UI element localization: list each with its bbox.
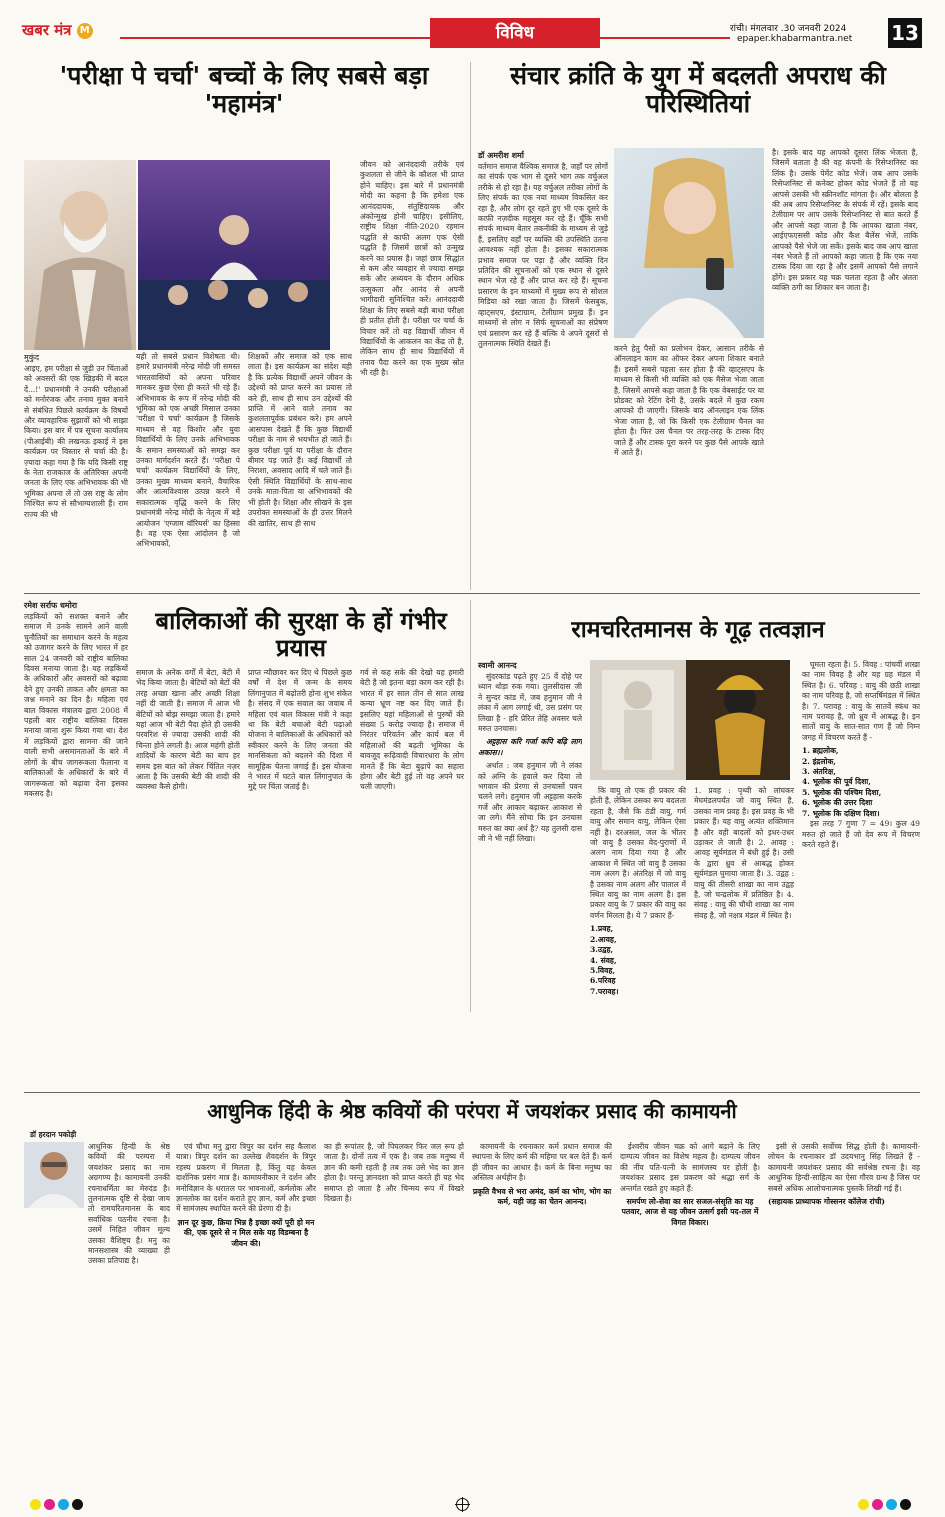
masthead-rule-right xyxy=(600,37,730,39)
article3-col4: गर्व से कह सके की देखो यह हमारी बेटी है जो इतना बड़ा काम कर रही है। भारत में हर साल तीन से सात लाख कन्या भ्रूण नष्ट कर दिए जाते हैं। इसलिए यहां महिलाओं से पुरुषों की संख्या 5 करोड़ ज्यादा है। समाज में निरंतर परिवर्तन और कार्य बल में महिलाओं की बढ़ती भूमिका के बावजूद रूढ़िवादी विचारधारा के लोग मानते हैं कि बेटा बुढ़ापे का सहारा होगा और बेटी हुई तो वह अपने घर चली जाएगी। xyxy=(360,668,464,792)
woman-with-phone-image xyxy=(614,148,764,338)
registration-dot-black xyxy=(900,1499,911,1510)
section-divider xyxy=(24,593,920,594)
article5-col6 xyxy=(768,1142,920,1482)
brand-emblem-icon: M xyxy=(77,23,93,39)
wind-types-list xyxy=(590,924,686,997)
registration-dot-magenta xyxy=(872,1499,883,1510)
article5-quote: ज्ञान दूर कुछ, क्रिया भिन्न है इच्छा क्यों पूरी हो मन की, एक दूसरे से न मिल सके यह विडम्बना है जीवन की। xyxy=(177,1217,315,1248)
article1-col1: आइए, हम परीक्षा से जुड़ी उन चिंताओं को अवसरों की एक खिड़की में बदल दें...!' प्रधानमंत्री ने उनकी परीक्षाओं को मनोरंजक और तनाव मुक्त बनाने से संबंधित पिछले कार्यक्रम के विषयों और व्यावहारिक सुझावों को भी साझा किया। इस बार में पत्र सूचना कार्यालय (पीआईबी) की लखनऊ इकाई ने इस कार्यक्रम पर विस्तार से चर्चा की है। ज़्यादा कहा गया है कि यदि किसी राष्ट्र के नेता राजकाज के अतिरिक्त अपनी जनता के लिए एक अभिभावक की भी भूमिका अपना लें तो उस राष्ट्र के लोग निश्चित रूप से सौभाग्यशाली हैं। राम राज्य की भी xyxy=(24,364,128,519)
article5-col5-text: ईश्वरीय जीवन चक्र को आगे बढ़ाने के लिए दाम्पत्य जीवन का विशेष महत्व है। दाम्पत्य जीवन की नींव पति-पत्नी के सामंजस्य पर होती है। जयशंकर प्रसाद इस प्रकरण को श्रद्धा सर्ग के अन्तर्गत रखते हुए कहते हैं: xyxy=(620,1142,760,1193)
column-rule xyxy=(470,62,471,590)
list-item: 6.परिवह xyxy=(590,976,616,986)
article4-headline: रामचरितमानस के गूढ़ तत्वज्ञान xyxy=(571,617,825,643)
website: epaper.khabarmantra.net xyxy=(737,34,853,44)
article3-col1: लड़कियों को सशक्त बनाने और समाज में उनके सामने आने वाली चुनौतियों का समाधान करने के महत्व को उजागर करने के लिए भारत में हर साल 24 जनवरी को राष्ट्रीय बालिका दिवस मनाया जाता है। यह लड़कियों के अधिकारों और अवसरों को बढ़ावा देने हुए उनकी ताकत और क्षमता का जश्न मनाने का दिन है। महिला एवं बाल विकास मंत्रालय द्वारा 2008 में पहली बार राष्ट्रीय बालिका दिवस मनाया जाना शुरू किया गया था। देश में लड़कियों द्वारा सामना की जाने वाली सभी असमानताओं के बारे में लोगों के बीच जागरूकता फैलाना व बालिकाओं के अधिकारों के बारे में जागरूकता को बढ़ावा देना इसका मकसद है। xyxy=(24,612,128,798)
modi-portrait-image xyxy=(24,160,136,350)
wind-destinations-list xyxy=(802,746,920,819)
section-tab xyxy=(430,18,600,48)
article5-quote-karma: प्रकृति वैभव से भरा अमंद, कर्म का भोग, भोग का कर्म, यही जड़ का चेतन आनन्द। xyxy=(472,1186,612,1207)
article1-col2: यही तो सबसे प्रधान विशेषता थी। हमारे प्रधानमंत्री नरेन्द्र मोदी जी समस्त भारतवासियों को अपना परिवार मानकर कुछ ऐसा ही करते भी रहे हैं। अभिभावक के रूप में नरेन्द्र मोदी की भूमिका को एक अच्छी मिसाल उनका 'परीक्षा पे चर्चा' कार्यक्रम है जिसके माध्यम से वह किशोर और युवा विद्यार्थियों के लिए उनके अभिभावक के समान समस्याओं को समझ कर उनका मार्गदर्शन करते हैं। 'परीक्षा पे चर्चा' कार्यक्रम विद्यार्थियों के लिए, उनका मुख्य माध्यम बनाने, वैचारिक और आत्मविश्वास उत्पन्न करने में सकारात्मक वृद्धि करने के लिए प्रधानमंत्री नरेन्द्र मोदी के नेतृत्व में बड़े आयोजन 'एग्जाम वॉरियर्स' का हिस्सा है। वह एक ऐसा आंदोलन है जो अभिभावकों, xyxy=(136,352,240,549)
article1-col3: शिक्षकों और समाज को एक साथ लाता है। इस कार्यक्रम का संदेश यही है कि प्रत्येक विद्यार्थी अपने जीवन के उद्देश्यों को प्राप्त करने का प्रयास तो करे ही, साथ ही साथ उन उद्देश्यों की प्राप्ति में आने वाले तनाव का कुशलतापूर्वक प्रबंधन करे। हम अपने आसपास देखते हैं कि कुछ विद्यार्थी परीक्षा के नाम से भयभीत हो जाते हैं। कुछ परीक्षा पूर्व या परीक्षा के दौरान बीमार पड़ जाते हैं। कई विद्यार्थी तो निराशा, अवसाद आदि में चले जाते हैं। ऐसी स्थिति विद्यार्थियों के साथ-साथ उनके माता-पिता या अभिभावकों की भी होती है। शिक्षा और सीखने के इस उपरोक्त समस्याओं के ही उत्तर मिलने की खातिर, साथ ही साथ xyxy=(248,352,352,528)
article5-col1: आधुनिक हिन्दी के श्रेष्ठ कवियों की परम्परा में जयशंकर प्रसाद का नाम अग्रगण्य है। कामायनी उनकी रचनाधर्मिता का मेरुदंड है। तुलनात्मक दृष्टि से देखा जाय तो रामचरितमानस के बाद सर्वाधिक पठनीय रचना है। उसमें निहित जीवन मूल्य उसका वैशिष्ट्य है। मनु का मानसशास्त्र की व्याख्या ही उसका प्रतिपाद्य है। xyxy=(88,1142,170,1266)
registration-dot-magenta xyxy=(44,1499,55,1510)
registration-crosshair-icon xyxy=(455,1497,470,1512)
article4-col4 xyxy=(802,660,920,1012)
registration-dot-yellow xyxy=(858,1499,869,1510)
author-portrait-image xyxy=(24,1142,84,1208)
article5-col4 xyxy=(472,1142,612,1482)
article1-author: मुकुंद xyxy=(24,353,40,362)
article2-col1: वर्तमान समाज वैश्विक समाज है, जहाँ पर लोगों का संपर्क एक भाग से दूसरे भाग तक वर्चुअल तरीके से हो रहा है। यह वर्चुअल तरीका लोगों के लिए संपर्क का एक नया माध्यम विकसित कर रहा है, और लोग दूर रहते हुए भी एक दूसरे के काफ़ी नज़दीक महसूस कर रहे हैं। चूँकि सभी संपर्क माध्यम बेतार तकनीकी के माध्यम से जुड़े हैं, इसलिए वहाँ पर व्यक्ति की उपस्थिति उतना आवश्यक नहीं होता है। इसका सकारात्मक प्रभाव समाज पर पड़ा है और व्यक्ति दिन प्रतिदिन की सूचनाओं को एक स्थान से दूसरे स्थान भेज रहे हैं और प्राप्त कर रहे हैं। सूचना प्रसारण के इन माध्यमों में मुख्य रूप से सोशल मिडिया को रखा जाता है। जिसमें फेसबुक, व्हाट्सएप, इंस्टाग्राम, टेलीग्राम प्रमुख हैं। इन माध्यमों से लोग न सिर्फ सूचनाओं का संप्रेषण एवं प्रसारण कर रहे हैं बल्कि वे अपने दूसरों से तुलनात्मक स्थिति देखते हैं। xyxy=(478,162,608,348)
list-item: 7.परावह। xyxy=(590,986,619,996)
students-audience-image xyxy=(138,160,330,350)
list-item: 7. भूलोक कि दक्षिण दिशा। xyxy=(802,808,880,818)
article3-col3: प्राप्त न्यौछावर कर दिए थे पिछले कुछ वर्षों में देश में जन्म के समय लिंगानुपात में बढ़ोतरी होना शुभ संकेत है। संसद में एक सवाल का जवाब में महिला एवं बाल विकास मंत्री ने कहा था कि बेटी बचाओ बेटी पढ़ाओ योजना ने बालिकाओं के अधिकारों को स्वीकार करने के लिए जनता की मानसिकता को बदलने की दिशा में सामूहिक चेतना जगाई है। इस योजना ने भारत में घटते बाल लिंगानुपात के मुद्दे पर चिंता जताई है। xyxy=(248,668,352,792)
article5-col4-text: कामायनी के रचनाकार कर्म प्रधान समाज की स्थापना के लिए कर्म की महिमा पर बल देते हैं। कर्म ही जीवन का आधार है। कर्म के बिना मनुष्य का अस्तित्व अर्थहीन है। xyxy=(472,1142,612,1183)
registration-dot-black xyxy=(72,1499,83,1510)
list-item: 2. इंद्रलोक, xyxy=(802,756,836,766)
article2-headline: संचार क्रांति के युग में बदलती अपराध की परिस्थितियां xyxy=(510,61,886,118)
list-item: 4. संवह, xyxy=(590,955,617,965)
article3-col2: समाज के अनेक वर्गों में बेटा, बेटी में भेद किया जाता है। बेटियों को बेटों की तरह अच्छा खाना और अच्छी शिक्षा नहीं दी जाती है। समाज में आज भी बेटियों को बोझ समझा जाता है। हमारे यहां आज भी बेटी पैदा होते ही उसकी परवरिश से ज्यादा उसकी शादी की चिन्ता होने लगती है। आज महंगी होती शादियों के कारण बेटी का बाप हर समय इस बात को लेकर चिंतित नज़र आता है कि उसकी बेटी की शादी की व्यवस्था कैसे होगी। xyxy=(136,668,240,792)
list-item: 5. भूलोक की पश्चिम दिशा, xyxy=(802,787,882,797)
article4-quote: अट्टहास करि गर्जा कपि बढ़ि लाग अकास।। xyxy=(478,737,582,757)
registration-dot-cyan xyxy=(58,1499,69,1510)
article5-author: डॉ हरदान पकोड़ी xyxy=(30,1130,77,1139)
article4-col2 xyxy=(590,786,686,1012)
article4-photo xyxy=(590,660,790,780)
list-item: 4. भूलोक की पूर्व दिशा, xyxy=(802,777,871,787)
article5-author-photo xyxy=(24,1142,84,1208)
article5-quote-samarpan: समर्पण लो-सेवा का सार सजल-संसृति का यह पतवार, आज से यह जीवन उत्सर्ग इसी पद-तल में विगत विकार। xyxy=(621,1197,759,1227)
article4-explanation: अर्थात : जब हनुमान जी ने लंका को अग्नि के हवाले कर दिया तो भगवान की प्रेरणा से उनचासों पवन चलने लगे। हनुमान जी अट्टहास करके गर्जे और आकार बढ़ाकर आकाश से जा लगे। मैंने सोचा कि इन उनचास मरुत का क्या अर्थ है? यह तुलसी दास जी ने भी नहीं लिखा। xyxy=(478,761,582,844)
list-item: 2.आवह, xyxy=(590,934,617,944)
list-item: 3.उद्वह, xyxy=(590,945,614,955)
list-item: 1. ब्रह्मलोक, xyxy=(802,746,839,756)
masthead-rule-left xyxy=(120,37,450,39)
article4-author: स्वामी आनन्द xyxy=(478,661,517,670)
registration-dot-yellow xyxy=(30,1499,41,1510)
masthead xyxy=(0,0,945,56)
article5-footer: (सहायक प्राध्यापक गोस्सनर कॉलेज रांची) xyxy=(768,1197,885,1207)
article4-col3: 1. प्रवह : पृथ्वी को लांघकर मेघमंडलपर्यंत जो वायु स्थित है, उसका नाम प्रवह है। इस प्रवह के भी प्रकार हैं। यह वायु अत्यंत शक्तिमान है और वही बादलों को इधर-उधर उड़ाकर ले जाती है। 2. आवह : आवह सूर्यमंडल में बंधी हुई है। उसी के द्वारा ध्रुव से आबद्ध होकर सूर्यमंडल घुमाया जाता है। 3. उद्वह : वायु की तीसरी शाखा का नाम उद्वह है, जो चन्द्रलोक में प्रतिष्ठित है। 4. संवह : वायु की चौथी शाखा का नाम संवह है, जो नक्षत्र मंडल में स्थित है। xyxy=(694,786,794,920)
article5-col2-text: एवं चौथा मनु द्वारा त्रिपुर का दर्शन सह कैलाश यात्रा। त्रिपुर दर्शन का उल्लेख शैवदर्शन के त्रिपुर रहस्य प्रकरण में मिलता है, किंतु यह केवल दार्शनिक प्रसंग मात्र है। कामायनीकार ने दर्शन और मनोविज्ञान के धरातल पर भावनाओं, कर्मलोक और ज्ञानलोक का दर्शन कराते हुए ज्ञान, कर्म और इच्छा में सामंजस्य स्थापित करने की प्रेरणा दी है। xyxy=(176,1142,316,1214)
article1-photo-2 xyxy=(138,160,330,350)
article3-author: रमेश सर्राफ धमोरा xyxy=(24,601,78,610)
list-item: 1.प्रवह, xyxy=(590,924,614,934)
article5-headline: आधुनिक हिंदी के श्रेष्ठ कवियों की परंपरा में जयशंकर प्रसाद की कामायनी xyxy=(207,1099,737,1123)
article2-col3: है। इसके बाद यह आपको दूसरा लिंक भेजता है, जिसमें बताता है की वह कंपनी के रिसेप्शनिस्ट का लिंक है। उसके पेमेंट कोड भेजें। जब आप उसके रिसेप्शनिस्ट से कनेक्ट होकर कोड भेजते हैं तो वह आपसे उसकी भी स्क्रीनशॉट मांगता है। और बोलता है की अब आप रिसेप्शनिस्ट के संपर्क में रहें। इसके बाद टेलीग्राम पर आप उसके रिसेप्शनिस्ट से बात करते हैं और आपसे कहा जाता है कि आपका खाता नंबर, आईएफएससी कोड और कैश बैलेंस भेजें, ताकि आपको पैसे भेजे जा सकें। इसके बाद जब आप खाता नंबर भेजते हैं तो आपको कहा जाता है कि एक नया टास्क दिया जा रहा है और इसमें आपको पैसे लगाने होंगे। इस प्रकार यह चक्र चलता रहता है और अंततः व्यक्ति ठगी का शिकार बन जाता है। xyxy=(772,148,918,293)
list-item: 5.विवह, xyxy=(590,965,616,975)
article4-body xyxy=(478,672,582,1012)
article1-photo xyxy=(24,160,136,350)
registration-dot-cyan xyxy=(886,1499,897,1510)
brand-logo xyxy=(22,20,93,40)
article5-col5 xyxy=(620,1142,760,1482)
article2-photo xyxy=(614,148,764,338)
ram-idol-image xyxy=(590,660,790,780)
list-item: 3. अंतरिक्ष, xyxy=(802,767,836,777)
section-title: विविध xyxy=(495,23,535,43)
article1-headline: 'परीक्षा पे चर्चा' बच्चों के लिए सबसे बड़ा 'महामंत्र' xyxy=(59,61,429,118)
brand-name: खबर मंत्र xyxy=(22,21,72,39)
column-rule xyxy=(470,600,471,1012)
page-number: 13 xyxy=(888,18,922,48)
article5-col3: का ही रूपांतर है, जो पिघलकर फिर जल रूप हो जाता है। दोनों तत्व में एक है। जब तक मनुष्य में ज्ञान की कमी रहती है तब तक उसे भेद का ज्ञान होता है। परन्तु ज्ञानदशा को प्राप्त करते ही यह भेद समाप्त हो जाता है और चिन्मय रूप में विखरे दिखता है। xyxy=(324,1142,464,1204)
article2-col2: करने हेतु पैसों का प्रलोभन देकर, आसान तरीके से ऑनलाइन काम का ऑफर देकर अपना शिकार बनाते हैं। इसमें सबसे पहला स्तर होता है की व्हाट्सएप के माध्यम से किसी भी व्यक्ति को एक मैसेज भेजा जाता है, जिसमें आपसे कहा जाता है कि एक वेबसाईट पर या प्रोडक्ट को रेटिंग देनी है, उसके बदले में कुछ रकम आपको दी जाएगी। जिसके बाद ऑनलाइन एक लिंक भेजा जाता है, जो कि किसी एक टेलीग्राम चैनल का होता है। फिर उस चैनल पर तरह-तरह के टास्क दिए जाते हैं और टास्क पूरा करने पर कुछ पैसे आपके खाते में आते हैं। xyxy=(614,344,764,458)
article5-col2 xyxy=(176,1142,316,1482)
article3-headline: बालिकाओं की सुरक्षा के हों गंभीर प्रयास xyxy=(155,607,447,662)
article1-col4: जीवन को आनंददायी तरीके एवं कुशलता से जीने के कौशल भी प्राप्त होने चाहिए। इस बारे में प्रधानमंत्री मोदी का कहना है कि हमेशा एक आनंददायक, संतुष्टिदायक और अंकोन्मुख होनी चाहिए। इसीलिए, राष्ट्रीय शिक्षा नीति-2020 रहमान पद्धति से काफी अलग एक ऐसी पद्धति है जिसमें छात्रों को उन्मुख करने का प्रयास है। जहां छात्र सिद्धांत से कम और व्यवहार से ज्यादा समझ सकें और अध्ययन के दौरान अधिक उत्सुकता और आनंद से अपनी भागीदारी सुनिश्चित करें। आनंददायी शिक्षा के लिए सबसे बड़ी बाधा परीक्षा ही प्रतीत होती है। परीक्षा पर चर्चा के विचार करें तो यह विद्यार्थी जीवन में विद्यार्थियों के आकलन का केंद्र तो है, लेकिन साथ ही साथ विद्यार्थियों में तनाव पैदा करने का एक मुख्य स्रोत भी रही है। xyxy=(360,160,464,378)
article4-col4-text: घूमता रहता है। 5. विवह : पांचवीं शाखा का नाम विवह है और यह ग्रह मंडल में स्थित है। 6. परिवह : वायु की छठी शाखा का नाम परिवह है, जो सप्तर्षिमंडल में स्थित है। 7. परावह : वायु के सातवें स्कंध का नाम परावह है, जो ध्रुव में आबद्ध है। इन सातों वायु के सात-सात गण हैं जो निम्न जगह में विचरण करते हैं - xyxy=(802,660,920,742)
article2-author: डॉ अमरीश शर्मा xyxy=(478,151,524,160)
list-item: 6. भूलोक की उत्तर दिशा xyxy=(802,798,873,808)
section-divider xyxy=(24,1092,920,1093)
article4-col2-text: कि वायु तो एक ही प्रकार की होती है, लेकिन उसका रूप बदलता रहता है, जैसे कि ठंडी वायु, गर्म वायु और समान वायु, लेकिन ऐसा नहीं है। दरअसल, जल के भीतर जो वायु है उसका वेद-पुराणों में अलग नाम दिया गया है और आकाश में स्थित जो वायु है उसका नाम अलग है। अंतरिक्ष में जो वायु है उसका नाम अलग और पाताल में स्थित वायु का नाम अलग है। इस प्रकार वायु के 7 प्रकार की वायु का वर्णन मिलता है। ये 7 प्रकार हैं- xyxy=(590,786,686,920)
article4-intro: सुंदरकांड पढ़ते हुए 25 वें दोहे पर ध्यान थोड़ा रुक गया। तुलसीदास जी ने सुन्दर कांड में, जब हनुमान जी ने लंका में आग लगाई थी, उस प्रसंग पर लिखा है - हरि प्रेरित तेहि अवसर चले मरुत उनचास। xyxy=(478,672,582,734)
article4-conclusion: इस तरह 7 गुणा 7 = 49। कुल 49 मरुत हो जाते हैं जो देव रूप में विचरण करते रहते हैं। xyxy=(802,819,920,849)
article5-col6-text: इसी से उसकी सर्वोच्च सिद्ध होती है। कामायनी-लोचन के रचनाकार डॉ उदयभानु सिंह लिखते हैं - कामायनी जयशंकर प्रसाद की सर्वश्रेष्ठ रचना है। वह आधुनिक हिन्दी-साहित्य का ऐसा गौरव ग्रन्थ है जिस पर सबसे अधिक आलोचनात्मक पुस्तकें लिखी गई हैं। xyxy=(768,1142,920,1193)
dateline: रांची। मंगलवार .30 जनवरी 2024 xyxy=(730,24,847,34)
